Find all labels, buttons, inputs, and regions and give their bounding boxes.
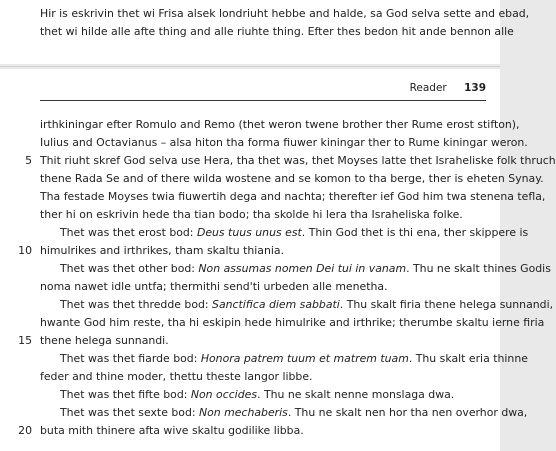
text-run: Thet was thet fiarde bod: [60,352,201,365]
text-line: noma nawet idle untfa; thermithi send'ti urbeden alle menetha. [40,280,388,293]
line-number: 5 [25,154,32,167]
latin-commandment: Deus tuus unus est [196,226,302,239]
text-run: Thet was thet other bod: [60,262,199,275]
latin-commandment: Sanctifica diem sabbati [212,298,340,311]
text-run: Thet was thet sexte bod: [60,406,199,419]
text-line: himulrikes and irthrikes, tham skaltu thiania. [40,244,285,257]
text-line: Tha festade Moyses twia fiuwertih dega and nachta; therefter ief God him twa stenena tefla, [40,190,546,203]
text-run: . Thu ne skalt thines Godis [406,262,551,275]
text-line: Iulius and Octavianus – alsa hiton tha forma fiuwer kiningar ther to Rume kiningar weron. [40,136,528,149]
text-line: feder and thine moder, thettu theste langor libbe. [40,370,313,383]
text-line: thet wi hilde alle afte thing and alle riuhte thing. Efter thes bedon hit ande bennon alle [40,25,514,38]
text-line [40,404,528,422]
text-line: thene helega sunnandi. [40,334,169,347]
text-run: . Thin God thet is thi ena, ther skippere is [301,226,529,239]
text-run: . Thu ne skalt nenne monslaga dwa. [257,388,455,401]
text-line: ther hi on eskrivin hede tha tian bodo; tha skolde hi lera tha Israheliska folke. [40,208,463,221]
line-number: 10 [18,244,32,257]
text-run: . Thu skalt firia thene helega sunnandi, [339,298,554,311]
previous-page-fragment [0,0,530,64]
text-line [40,350,528,368]
text-line: buta mith thinere afta wive skaltu godilike libba. [40,424,304,437]
page-number: 139 [464,82,486,94]
text-line: Hir is eskrivin thet wi Frisa alsek londriuht hebbe and halde, sa God selva sette and ebad, [40,7,530,20]
text-run: . Thu ne skalt nen hor tha nen overhor dwa, [287,406,528,419]
text-line [40,386,476,404]
text-line [40,224,529,242]
text-run: . Thu skalt eria thinne [408,352,528,365]
running-header [410,81,486,95]
text-line: Thit riuht skref God selva use Hera, tha thet was, thet Moyses latte thet Israheliske folk thruch [40,154,556,167]
line-number: 20 [18,424,32,437]
text-line: irthkiningar efter Romulo and Remo (thet weron twene brother ther Rume erost stifton), [40,118,520,131]
document-page [0,69,556,451]
text-run: Thet was thet fifte bod: [60,388,191,401]
text-line [40,296,554,314]
latin-commandment: Non occides [190,388,258,401]
page-separator [0,66,500,67]
text-line: thene Rada Se and of there wilda wostene and se komon to tha berge, ther is eheten Synay. [40,172,544,185]
header-rule [40,100,486,101]
text-run: Thet was thet erost bod: [60,226,197,239]
text-line: hwante God him reste, tha hi eskipin hede himulrike and irthrike; therumbe skaltu ierne firia [40,316,545,329]
text-run: Thet was thet thredde bod: [60,298,213,311]
latin-commandment: Non mechaberis [199,406,288,419]
latin-commandment: Non assumas nomen Dei tui in vanam [198,262,407,275]
latin-commandment: Honora patrem tuum et matrem tuam [200,352,409,365]
text-line [40,260,551,278]
line-number: 15 [18,334,32,347]
running-header-title: Reader [409,82,447,94]
